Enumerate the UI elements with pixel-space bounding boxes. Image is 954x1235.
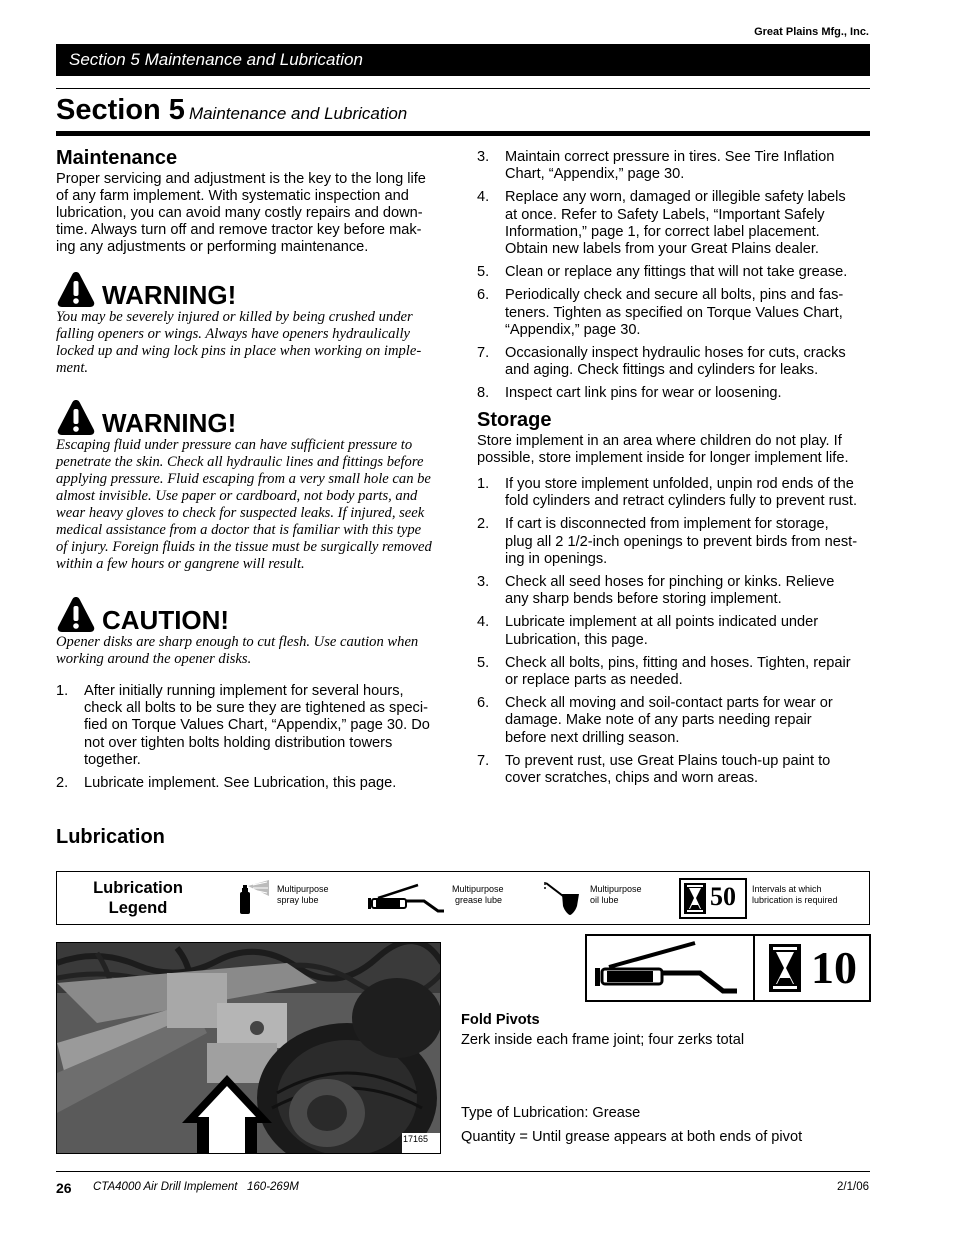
- list-line: Periodically check and secure all bolts, pins and fas-: [505, 287, 844, 304]
- legend-line: grease lube: [455, 895, 503, 905]
- section-header-bar: Section 5 Maintenance and Lubrication: [56, 44, 870, 76]
- list-line: Maintain correct pressure in tires. See Tire Inflation: [505, 149, 835, 165]
- list-item: [56, 683, 450, 769]
- caution-block: [56, 595, 448, 668]
- legend-label-spray: [277, 884, 329, 906]
- page-number: 26: [56, 1180, 72, 1196]
- lubrication-heading: Lubrication: [56, 826, 165, 848]
- list-number: 5.: [477, 264, 490, 281]
- list-line: not over tighten bolts holding distribution towers: [84, 734, 393, 751]
- intro-line: Store implement in an area where children do not play. If: [477, 433, 842, 449]
- list-number: 1.: [56, 683, 69, 699]
- lubrication-interval-box: [585, 934, 871, 1002]
- legend-line: Multipurpose: [277, 884, 329, 894]
- list-number: 6.: [477, 287, 490, 304]
- page-title: [56, 94, 407, 127]
- revision-date: 2/1/06: [837, 1181, 869, 1193]
- legend-line: spray lube: [277, 895, 319, 905]
- list-item: [477, 385, 871, 402]
- title-rule: [56, 88, 870, 89]
- intro-line: lubrication, you can avoid many costly repairs and down-: [56, 205, 423, 221]
- warning-line: penetrate the skin. Check all hydraulic lines and fittings before: [56, 454, 424, 470]
- list-line: teners. Tighten as specified on Torque Values Chart,: [505, 304, 843, 321]
- company-name: Great Plains Mfg., Inc.: [754, 26, 869, 38]
- warning-line: locked up and wing lock pins in place when working on imple-: [56, 343, 422, 359]
- spray-can-icon: [237, 880, 271, 916]
- warning-line: within a few hours or gangrene will result.: [56, 556, 305, 572]
- document-title: CTA4000 Air Drill Implement 160-269M: [93, 1181, 299, 1193]
- list-line: Check all moving and soil-contact parts for wear or: [505, 695, 833, 712]
- interval-divider: [753, 936, 755, 1000]
- interval-legend-value: 50: [710, 882, 736, 911]
- list-number: 8.: [477, 385, 490, 402]
- list-line: or replace parts as needed.: [505, 672, 683, 689]
- lube-quantity: Quantity = Until grease appears at both ends of pivot: [461, 1129, 803, 1145]
- list-number: 3.: [477, 574, 490, 591]
- photo-id: 17165: [403, 1134, 429, 1144]
- warning-line: applying pressure. Fluid escaping from a very small hole can be: [56, 471, 431, 487]
- caution-text: [56, 634, 448, 668]
- lube-point-title: Fold Pivots: [461, 1012, 540, 1028]
- warning-text: [56, 437, 448, 573]
- list-line: plug all 2 1/2-inch openings to prevent birds from nest-: [505, 533, 858, 550]
- list-line: fied on Torque Values Chart, “Appendix,” page 30. Do: [84, 717, 430, 734]
- list-line: If you store implement unfolded, unpin rod ends of the: [505, 476, 854, 492]
- list-item: [477, 753, 871, 787]
- list-line: before next drilling season.: [505, 729, 680, 746]
- warning-line: Escaping fluid under pressure can have sufficient pressure to: [56, 437, 413, 453]
- intro-line: of any farm implement. With systematic inspection and: [56, 188, 409, 204]
- list-line: To prevent rust, use Great Plains touch-up paint to: [505, 752, 831, 769]
- warning-line: almost invisible. Use paper or cardboard, not body parts, and: [56, 488, 418, 504]
- list-number: 2.: [477, 516, 490, 533]
- intro-line: ing any adjustments or performing maintenance.: [56, 239, 369, 255]
- warning-line: wear heavy gloves to check for suspected leaks. If injured, seek: [56, 505, 425, 521]
- caution-line: Opener disks are sharp enough to cut flesh. Use caution when: [56, 634, 419, 650]
- warning-block-fluid: [56, 398, 448, 573]
- list-line: Chart, “Appendix,” page 30.: [505, 166, 685, 183]
- lube-point-description: Zerk inside each frame joint; four zerks total: [461, 1032, 745, 1048]
- list-number: 3.: [477, 149, 490, 165]
- warning-block-crush: [56, 270, 448, 377]
- photo-illustration: [57, 943, 441, 1154]
- list-item: [477, 149, 871, 183]
- list-line: together.: [84, 751, 141, 768]
- warning-header: [56, 270, 448, 308]
- warning-line: ment.: [56, 360, 89, 376]
- list-item: [477, 574, 871, 608]
- legend-title-line: Lubrication: [93, 879, 183, 897]
- legend-line: oil lube: [590, 895, 619, 905]
- list-line: Obtain new labels from your Great Plains dealer.: [505, 241, 819, 258]
- list-line: ing in openings.: [505, 550, 608, 567]
- list-number: 7.: [477, 345, 490, 362]
- list-line: Replace any worn, damaged or illegible safety labels: [505, 189, 846, 206]
- legend-label-interval: [752, 884, 838, 906]
- intro-line: possible, store implement inside for longer implement life.: [477, 450, 849, 466]
- warning-text: [56, 309, 448, 377]
- list-item: [56, 775, 450, 792]
- legend-label-oil: [590, 884, 642, 906]
- caution-header: [56, 595, 448, 633]
- warning-triangle-icon: [56, 398, 96, 436]
- grease-gun-icon: [368, 881, 450, 915]
- list-number: 4.: [477, 614, 490, 631]
- list-item: [477, 476, 871, 510]
- list-number: 5.: [477, 654, 490, 671]
- caution-line: working around the opener disks.: [56, 651, 252, 667]
- list-item: [477, 345, 871, 379]
- list-line: check all bolts to be sure they are tightened as speci-: [84, 700, 428, 717]
- section-number: Section 5: [56, 94, 185, 126]
- list-line: Lubricate implement at all points indicated under: [505, 614, 819, 631]
- warning-triangle-icon: [56, 270, 96, 308]
- list-line: “Appendix,” page 30.: [505, 321, 641, 338]
- list-line: Check all bolts, pins, fitting and hoses. Tighten, repair: [505, 654, 851, 671]
- maintenance-list-left: [56, 683, 450, 798]
- list-line: damage. Make note of any parts needing repair: [505, 712, 812, 729]
- list-line: cover scratches, chips and worn areas.: [505, 770, 759, 787]
- hourglass-icon: [769, 944, 801, 992]
- list-line: at once. Refer to Safety Labels, “Important Safely: [505, 206, 825, 223]
- list-line: Lubrication, this page.: [505, 631, 648, 648]
- list-number: 2.: [56, 775, 69, 792]
- list-line: any sharp bends before storing implement.: [505, 591, 782, 608]
- list-line: Lubricate implement. See Lubrication, this page.: [84, 775, 397, 792]
- warning-line: You may be severely injured or killed by being crushed under: [56, 309, 413, 325]
- maintenance-intro: [56, 171, 448, 256]
- warning-label: WARNING!: [102, 280, 237, 310]
- list-line: and aging. Check fittings and cylinders for leaks.: [505, 362, 819, 379]
- warning-line: medical assistance from a doctor that is familiar with this type: [56, 522, 422, 538]
- maintenance-heading: Maintenance: [56, 147, 178, 169]
- list-item: [477, 189, 871, 258]
- list-line: Occasionally inspect hydraulic hoses for cuts, cracks: [505, 345, 846, 362]
- legend-line: Multipurpose: [590, 884, 642, 894]
- caution-label: CAUTION!: [102, 605, 230, 635]
- legend-line: lubrication is required: [752, 895, 838, 905]
- hourglass-icon: [684, 883, 706, 914]
- interval-value: 10: [811, 942, 857, 993]
- storage-heading: Storage: [477, 409, 552, 431]
- warning-line: falling openers or wings. Always have openers hydraulically: [56, 326, 410, 342]
- maintenance-list-right: [477, 149, 871, 409]
- warning-label: WARNING!: [102, 408, 237, 438]
- list-line: Inspect cart link pins for wear or loosening.: [505, 385, 782, 402]
- list-number: 6.: [477, 695, 490, 712]
- list-line: Information,” page 1, for correct label placement.: [505, 223, 820, 240]
- warning-line: of injury. Foreign fluids in the tissue must be surgically removed: [56, 539, 432, 555]
- legend-line: Intervals at which: [752, 884, 822, 894]
- list-item: [477, 655, 871, 689]
- legend-label-grease: [452, 884, 504, 906]
- list-number: 1.: [477, 476, 490, 492]
- warning-header: [56, 398, 448, 436]
- list-item: [477, 614, 871, 648]
- list-line: After initially running implement for several hours,: [84, 683, 404, 699]
- storage-list: [477, 476, 871, 793]
- list-item: [477, 695, 871, 747]
- legend-title-line: Legend: [108, 899, 168, 917]
- list-item: [477, 516, 871, 568]
- warning-triangle-icon: [56, 595, 96, 633]
- list-item: [477, 264, 871, 281]
- legend-line: Multipurpose: [452, 884, 504, 894]
- oil-can-icon: [541, 880, 581, 916]
- list-number: 7.: [477, 752, 490, 769]
- list-number: 4.: [477, 189, 490, 206]
- legend-title: [80, 878, 196, 918]
- list-line: Check all seed hoses for pinching or kinks. Relieve: [505, 574, 835, 591]
- intro-line: Proper servicing and adjustment is the key to the long life: [56, 171, 426, 187]
- intro-line: time. Always turn off and remove tractor key before mak-: [56, 222, 422, 238]
- list-line: Clean or replace any fittings that will not take grease.: [505, 264, 848, 281]
- storage-intro: [477, 433, 871, 467]
- title-rule-thick: [56, 131, 870, 136]
- section-subtitle: Maintenance and Lubrication: [188, 104, 408, 123]
- list-line: fold cylinders and retract cylinders fully to prevent rust.: [505, 493, 858, 510]
- fold-pivot-photo: [56, 942, 441, 1154]
- list-line: If cart is disconnected from implement for storage,: [505, 516, 829, 533]
- interval-legend-box: [679, 878, 747, 919]
- grease-gun-icon: [595, 941, 755, 997]
- list-item: [477, 287, 871, 339]
- lube-type: Type of Lubrication: Grease: [461, 1105, 641, 1121]
- footer-rule: [56, 1171, 870, 1172]
